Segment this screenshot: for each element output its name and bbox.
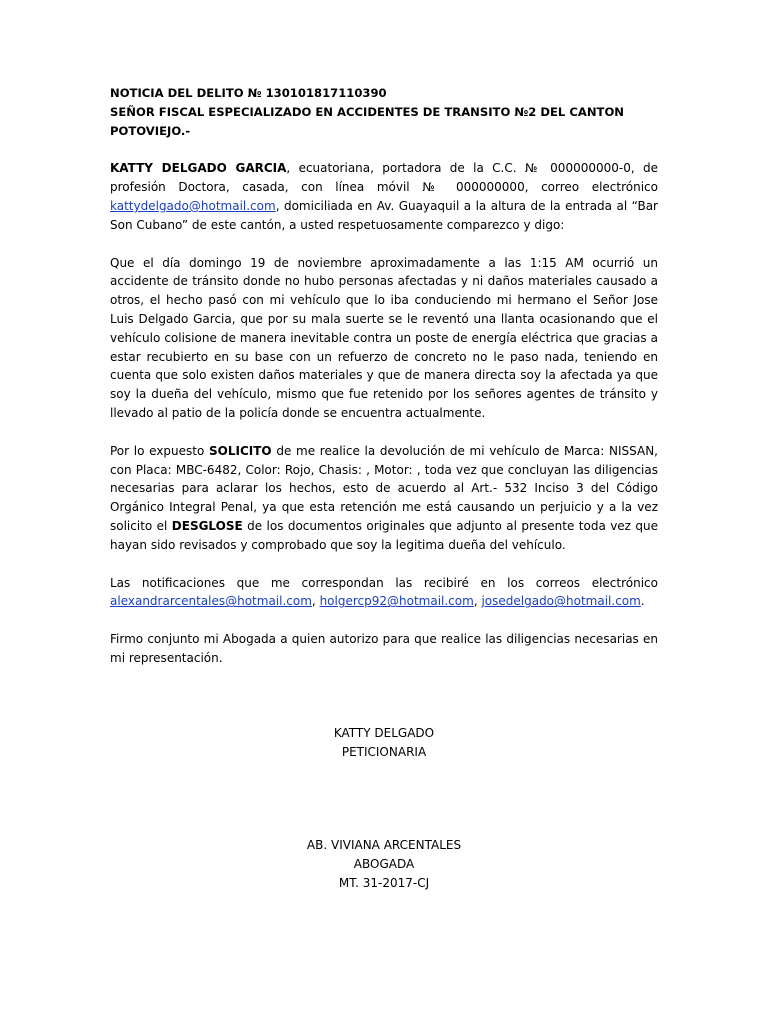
request-keyword-solicito: SOLICITO <box>209 443 272 458</box>
document-body <box>110 84 658 668</box>
request-paragraph <box>110 442 658 555</box>
notifications-paragraph <box>110 574 658 612</box>
email-link-alexandra[interactable]: alexandrarcentales@hotmail.com <box>110 594 312 609</box>
lawyer-registration-number: MT. 31-2017-CJ <box>338 875 430 890</box>
email-separator-1: , <box>311 594 320 609</box>
intro-paragraph <box>110 159 658 234</box>
lawyer-signature-name: AB. VIVIANA ARCENTALES <box>306 838 462 852</box>
document-title: NOTICIA DEL DELITO № 130101817110390 <box>110 86 387 100</box>
notifications-end: . <box>640 594 645 609</box>
request-text-2: de me realice la devolución de mi vehículo de Marca: NISSAN, con Placa: MBC-6482, Color: Rojo, Chasis: , Motor: , toda vez que concluyan las diligencias necesarias para aclarar los hechos, esto de acuerdo al Art.- 532 Inciso 3 del Código Orgánico Integral Penal, ya que esta retención me está causando un perjuicio y a la vez solicito el <box>110 443 658 533</box>
petitioner-signature-block <box>110 724 658 762</box>
petitioner-email-link[interactable]: kattydelgado@hotmail.com <box>110 198 276 213</box>
email-separator-2: , <box>473 594 482 609</box>
email-link-jose[interactable]: josedelgado@hotmail.com <box>481 594 641 609</box>
addressee-line: SEÑOR FISCAL ESPECIALIZADO EN ACCIDENTES DE TRANSITO №2 DEL CANTON POTOVIEJO.- <box>110 104 625 138</box>
petitioner-name: KATTY DELGADO GARCIA <box>110 161 287 176</box>
notifications-text: Las notificaciones que me correspondan las recibiré en los correos electrónico <box>110 575 658 590</box>
lawyer-signature-role: ABOGADA <box>353 856 415 871</box>
email-link-holger[interactable]: holgercp92@hotmail.com <box>319 594 474 609</box>
petitioner-signature-name: KATTY DELGADO <box>333 726 435 740</box>
request-text-1: Por lo expuesto <box>110 443 210 458</box>
intro-text-1: , ecuatoriana, portadora de la C.C. № 000000000-0, de profesión Doctora, casada, con línea móvil № 000000000, correo electrónico <box>110 161 658 195</box>
request-keyword-desglose: DESGLOSE <box>171 518 243 533</box>
intro-text-2: , domiciliada en Av. Guayaquil a la altura de la entrada al “Bar Son Cubano” de este cantón, a usted respetuosamente comparezco y digo: <box>110 198 658 232</box>
facts-paragraph: Que el día domingo 19 de noviembre aproximadamente a las 1:15 AM ocurrió un accidente de tránsito donde no hubo personas afectadas y ni daños materiales causado a otros, el hecho pasó con mi vehículo que lo iba conduciendo mi hermano el Señor Jose Luis Delgado Garcia, que por su mala suerte se le reventó una llanta ocasionando que el vehículo colisione de manera inevitable contra un poste de energía eléctrica que gracias a estar recubierto en su base con un refuerzo de concreto no le paso nada, teniendo en cuenta que solo existen daños materiales y que de manera directa soy la afectada ya que soy la dueña del vehículo, mismo que fue retenido por los señores agentes de tránsito y llevado al patio de la policía donde se encuentra actualmente. <box>110 255 658 420</box>
closing-paragraph: Firmo conjunto mi Abogada a quien autorizo para que realice las diligencias necesarias en mi representación. <box>110 632 658 665</box>
lawyer-signature-block <box>110 836 658 892</box>
petitioner-signature-role: PETICIONARIA <box>341 744 427 759</box>
request-text-3: de los documentos originales que adjunto al presente toda vez que hayan sido revisados y comprobado que soy la legitima dueña del vehículo. <box>110 518 658 552</box>
